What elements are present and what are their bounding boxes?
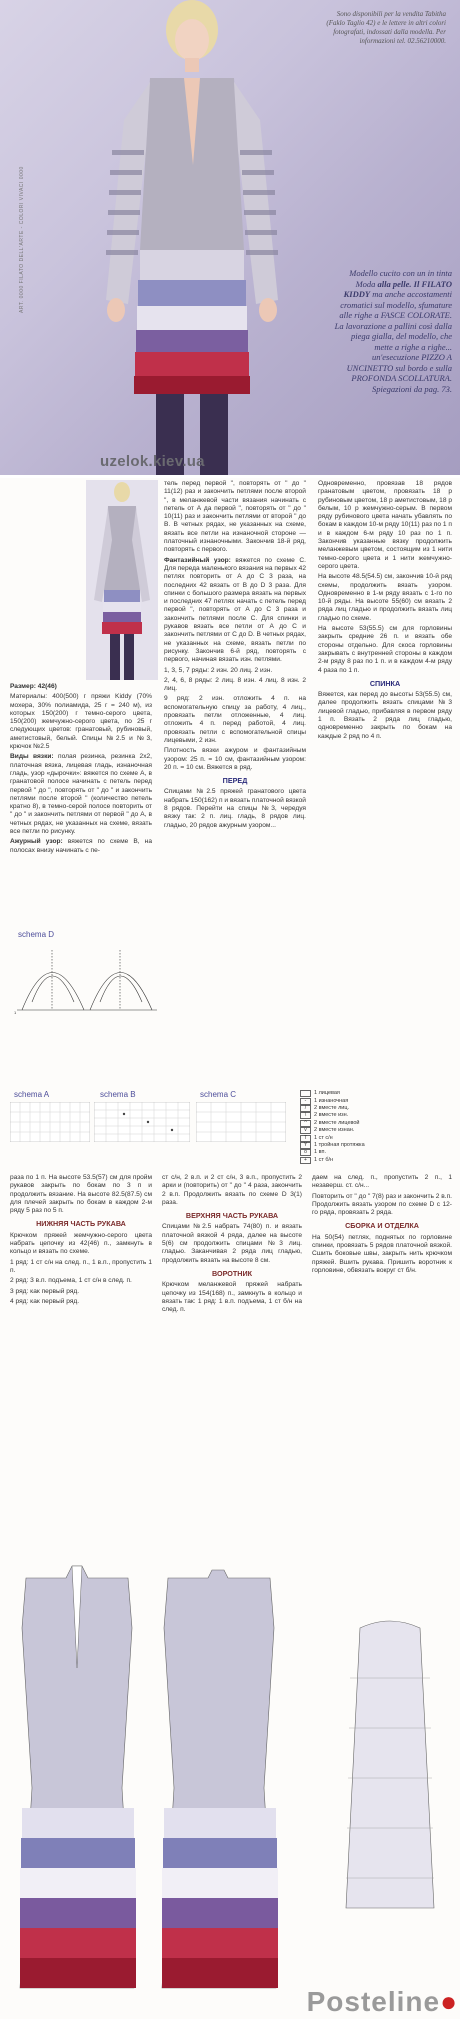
legend-item	[300, 1105, 450, 1112]
legend-item	[300, 1149, 450, 1156]
assembly-heading: СБОРКА И ОТДЕЛКА	[345, 1221, 419, 1231]
text-column-3	[318, 480, 452, 1000]
lace-title: Ажурный узор:	[10, 838, 63, 846]
back-paragraph: Вяжется, как перед до высоты 53(55.5) см, далее продолжить вязать спицами №3 лицевой гладью, прибавляя в первом ряду 1 п. Вязать 2 ряда лиц гладью, одновременно закрыть по бокам на каждые 2 ряд по 4 п.	[318, 691, 452, 740]
text-column-2	[164, 480, 306, 1000]
schema-a-grid	[10, 1102, 90, 1142]
photo-caption-side	[334, 268, 452, 394]
legend-label: 2 вместе изнан.	[314, 1127, 355, 1134]
pattern-back	[162, 1570, 278, 1988]
legend-label: 2 вместе лиц.	[314, 1104, 350, 1111]
size-line: Размер: 42(46)	[10, 683, 57, 690]
col3-paragraph-1: Одновременно, провязав 18 рядов гранатовым цветом, провязать 18 р рубиновым цветом, 18 р аметистовым, 18 р белым, 10 р жемчужно-серым. В первом ряду рубинового цвета начать убавлять по бокам в каждом 10-м ряду 10(11) раз по 1 п и в каждом 6-м ряду 10 раз по 1 п. Закончив указанные вязку продолжить меланжевым цветом, состоящим из 1 нити темно-серого цвета и 1 нити жемчужно-серого цвета.	[318, 480, 452, 570]
assembly-paragraph: На 50(54) петлях, поднятых по горловине спинки, провязать 5 рядов платочной вязкой. Сшить боковые швы, закрыть нить крючком пряжей. Вшить рукава. Пришить воротник к горловине, обвязать вокруг ст б/н.	[312, 1233, 452, 1274]
schema-a-label: schema A	[14, 1090, 50, 1099]
schema-b-label: schema B	[100, 1090, 136, 1099]
col2-paragraph-3: 9 ряд: 2 изн. отложить 4 п. на вспомогательную спицу за работу, 4 лиц., провязать петли отложенные, 4 лиц. отложить 4 п. перед работой, 4 лиц. провязать петли с вспомогательной спицы лицевыми, 2 изн.	[164, 695, 306, 744]
site-logo-text: Posteline	[306, 1986, 441, 2017]
row-4: 4 ряд: как первый ряд.	[10, 1297, 80, 1305]
legend-symbol: v	[300, 1127, 311, 1134]
legend-item	[300, 1112, 450, 1119]
caption-side-line-4: ma anche accostamenti cromatici sul modello, sfumature alle righe a FASCE COLORATE. La lavorazione a pallini così dalla piega gialla, del modello, che mette a righe a righe... un'esecuzione PIZZO A UNCINETTO sul bordo e sulla PROFONDA SCOLLATURA. Spiegazioni da pag. 73.	[334, 289, 452, 394]
legend-label: 2 вместе изн.	[314, 1112, 349, 1119]
legend-symbol: /	[300, 1105, 311, 1112]
upper-sleeve-heading: ВЕРХНЯЯ ЧАСТЬ РУКАВА	[185, 1211, 279, 1221]
legend-label: 2 вместе лицевой	[314, 1119, 360, 1126]
schema-d-label: schema D	[18, 930, 55, 939]
caption-side-line-3: alla pelle. Il FILATO KIDDY	[343, 278, 452, 299]
lower-sleeve-heading: НИЖНЯЯ ЧАСТЬ РУКАВА	[36, 1219, 126, 1229]
legend-item	[300, 1142, 450, 1149]
legend-symbol: T	[300, 1135, 311, 1142]
legend-label: 1 лицевая	[314, 1090, 340, 1097]
front-paragraph: Спицами №2.5 пряжей гранатового цвета набрать 150(162) п и вязать платочной вязкой 8 рядов. Перейти на спицы №3, чередуя вязку так: 2 п. лиц. гладь, 8 рядов лиц. гладью, 20 рядов ажурным узором...	[164, 788, 306, 829]
legend-symbol: Y	[300, 1142, 311, 1149]
legend-label: 1 вп.	[314, 1149, 327, 1156]
photo-vertical-text: ART. 0000 FILATO DELL'ARTE - COLORI VIVACI 0000	[19, 166, 25, 313]
legend-symbol: o	[300, 1149, 311, 1156]
text-column-6	[312, 1174, 452, 1604]
collar-heading: ВОРОТНИК	[211, 1268, 253, 1278]
legend-item	[300, 1134, 450, 1141]
legend-item	[300, 1097, 450, 1104]
model-photo	[0, 0, 460, 475]
text-column-1	[10, 683, 152, 928]
legend-symbol: ^	[300, 1120, 311, 1127]
legend-symbol: \	[300, 1112, 311, 1119]
col4-paragraph-1: раза по 1 п. На высоте 53.5(57) см для пройм рукавов закрыть по бокам по 3 п и продолжить вязание. На высоте 82.5(87.5) см для плечей закрыть по бокам в каждом 2-м ряду 5 раз по 5 п.	[10, 1174, 152, 1215]
site-logo	[307, 1987, 458, 2017]
col2-paragraph-1: тель перед первой ", повторять от " до " 11(12) раз и закончить петлями после второй ", в меланжевой части вязания начинать с петель от А да первой ", повторять от " до " 10(11) раз и закончить петлями от второй " до В. В четных рядах, не указанных на схеме, вязать все петли на изнаночной стороне — платочный изнаночными. Закончив 18-й ряд, повторять с первого.	[164, 480, 306, 554]
col5-paragraph-1: ст с/н, 2 в.п. и 2 ст с/н, 3 в.п., пропустить 2 арки и (повторить) от " до " 4 раза, закончить 2 в.п. Продолжить вязать по схеме D 3(1) раза.	[162, 1174, 302, 1206]
schema-c-label: schema C	[200, 1090, 237, 1099]
legend-symbol: -	[300, 1098, 311, 1105]
col2-paragraph-2: вяжется по схеме С. Для переда маленького вязания на первых 42 петлях повторить от А до С 3 раза, на последних 42 вязать от В до D 3 раза. Для спинки с большого размера вязать на первых и последних 47 петлях начать с петель перед первой ", повторять от А до С 3 раза и закончить петлями после С. Для спинки и рукавов вязать все петли от А до С и закончить петлями от С до D. В четных рядах, не указанных на схеме, вязать петли по рисунку. Закончив 6-й ряд, повторять с первого, начиная вязать изн. петлями.	[164, 556, 306, 664]
collar-paragraph: Крючком меланжевой пряжей набрать цепочку из 154(168) п., замкнуть в кольцо и вязать так: 1 ряд: 1 в.п. подъема, 1 ст б/н на след. п.	[162, 1281, 302, 1314]
logo-dot-icon: ●	[440, 1986, 458, 2017]
kinds-paragraph: полая резинка, резинка 2х2, платочная вязка, лицевая гладь, изнаночная гладь, узор «дырочки»: вяжется по схеме А, в гранатовой полосе начинать с петель перед первой " до ", повторять от " до " и закончить петлями после второй " (количество петель кратно 8), в темно-серой полосе повторить от " до " и закончить петлями от первой " до А, в четных рядах, не указанных на схеме, вязать все петли по рисунку.	[10, 753, 152, 836]
legend-symbol	[300, 1090, 311, 1097]
photo-caption-top: Sono disponibili per la vendita Tabitha (Faklo Taglio 42) e le lettere in altri colori fotografati, indossati dalla modella. Per informazioni tel. 02.56210000.	[326, 10, 446, 45]
text-column-4	[10, 1174, 152, 1544]
legend-item	[300, 1127, 450, 1134]
caption-side-line-1: Modello cucito con un	[349, 268, 426, 278]
legend-symbol: +	[300, 1157, 311, 1164]
col6-paragraph-1: даем на след. п., пропустить 2 п., 1 незаверш. ст. с/н...	[312, 1174, 452, 1190]
legend-item	[300, 1157, 450, 1164]
stitch-legend	[300, 1090, 450, 1164]
schema-c-grid	[196, 1102, 286, 1142]
legend-label: 1 ст б/н	[314, 1156, 334, 1163]
legend-label: 1 ст с/н	[314, 1134, 333, 1141]
svg-text:1: 1	[14, 1010, 17, 1015]
col2-rows-1: 1, 3, 5, 7 ряды: 2 изн. 20 лиц. 2 изн.	[164, 666, 273, 674]
lace-paragraph: вяжется по схеме В, на полосах внизу начинать с пе-	[10, 838, 152, 854]
caption-side-line-2: in tinta Moda	[355, 268, 452, 289]
col3-paragraph-3: На высоте 53(55.5) см для горловины закрыть средние 26 п. и вязать обе стороны отдельно. Для скоса горловины закрывать с внутренней стороны в каждом 2-м ряду 8 раз по 1 п. и в каждом 4-м ряду 4 раза по 1 п.	[318, 625, 452, 674]
col3-paragraph-2: На высоте 48.5(54.5) см, закончив 10-й ряд схемы, продолжить вязать узором. Одновременно в 1-м ряду вязать с 1-го по 10-й ряды. На высоте 55(60) см вязать 2 ряда лиц гладью и продолжить вязать лиц гладью по схеме.	[318, 573, 452, 622]
pattern-front	[20, 1566, 136, 1988]
row-2: 2 ряд: 3 в.п. подъема, 1 ст с/н в след. п.	[10, 1277, 132, 1285]
model-illustration	[72, 0, 312, 475]
text-column-5	[162, 1174, 302, 1544]
row-3: 3 ряд: как первый ряд.	[10, 1287, 80, 1295]
schema-b-grid	[94, 1102, 190, 1142]
density-paragraph: Плотность вязки ажуром и фантазийным узором: 25 п. = 10 см, фантазийным узором: 20 п. = 10 см. Вяжется в ряд.	[164, 747, 306, 771]
back-heading: СПИНКА	[369, 678, 401, 688]
schema-d-diagram	[12, 940, 162, 1015]
lower-sleeve-paragraph: Крючком пряжей жемчужно-серого цвета набрать цепочку из 42(46) п., замкнуть в кольцо и вязать по схеме.	[10, 1231, 152, 1256]
site-watermark: uzelok.kiev.ua	[100, 453, 205, 470]
fancy-title: Фантазийный узор:	[164, 556, 231, 564]
kinds-title: Виды вязки:	[10, 753, 54, 761]
front-heading: ПЕРЕД	[222, 776, 248, 786]
row-1: 1 ряд: 1 ст с/н на след. п., 1 в.п., пропустить 1 п.	[10, 1258, 152, 1274]
col2-rows-2: 2, 4, 6, 8 ряды: 2 лиц. 8 изн. 4 лиц. 8 изн. 2 лиц.	[164, 676, 306, 693]
upper-sleeve-paragraph: Спицами №2.5 набрать 74(80) п. и вязать платочной вязкой 4 ряда, далее на высоте 5(6) см продолжить спицами №3 лиц. гладью. Заканчивая 2 ряда лиц гладью, продолжить вязать на высоте 8 см.	[162, 1223, 302, 1264]
instruction-sheet	[0, 478, 460, 2019]
legend-item	[300, 1120, 450, 1127]
pattern-pieces	[8, 1558, 308, 1998]
model-thumbnail	[86, 480, 158, 680]
materials-paragraph: Материалы: 400(500) г пряжи Kiddy (70% мохера, 30% полиамида, 25 г = 240 м), из которых 150(200) г темно-серого цвета, 150(200) жемчужно-серого цвета, по 25 г следующих цветов: гранатовый, рубиновый, аметистовый, белый. Спицы №2.5 и №3, крючок №2.5	[10, 693, 152, 751]
legend-item	[300, 1090, 450, 1097]
pattern-sleeve	[330, 1618, 450, 1918]
col6-paragraph-2: Повторить от " до " 7(8) раз и закончить 2 в.п. Продолжить вязать узором по схеме D с 12-го ряда, провязать 2 ряда.	[312, 1192, 452, 1217]
legend-label: 1 изнаночная	[314, 1097, 349, 1104]
legend-label: 1 тройная протяжка	[314, 1141, 365, 1148]
